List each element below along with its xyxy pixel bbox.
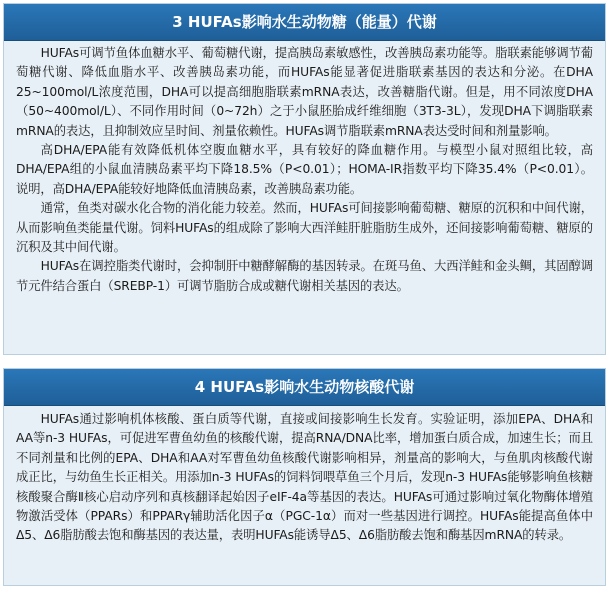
- section-3-title: 3 HUFAs影响水生动物糖（能量）代谢: [4, 4, 605, 41]
- section-3-paragraph-2: 高DHA/EPA能有效降低机体空腹血糖水平，具有较好的降血糖作用。与模型小鼠对照组比较，高DHA/EPA组的小鼠血清胰岛素平均下降18.5%（P<0.01）；HOMA-IR指数平均下降35.4%（P<0.01）。说明，高DHA/EPA能较好地降低血清胰岛素，改善胰岛素功能。: [16, 143, 593, 196]
- section-3-body: [4, 41, 605, 296]
- section-sugar-metabolism: [3, 3, 606, 355]
- section-3-paragraph-3: 通常，鱼类对碳水化合物的消化能力较差。然而，HUFAs可间接影响葡萄糖、糖原的沉积和中间代谢，从而影响鱼类能量代谢。饲料HUFAs的组成除了影响大西洋鲑肝脏脂肪生成外，还间接影响葡萄糖、糖原的沉积及其中间代谢。: [16, 201, 593, 255]
- section-3-paragraph-4: HUFAs在调控脂类代谢时，会抑制肝中糖酵解酶的基因转录。在斑马鱼、大西洋鲑和金头鲷，其固醇调节元件结合蛋白（SREBP-1）可调节脂肪合成或糖代谢相关基因的表达。: [16, 259, 593, 293]
- section-3-paragraph-1: HUFAs可调节鱼体血糖水平、葡萄糖代谢，提高胰岛素敏感性，改善胰岛素功能等。脂联素能够调节葡萄糖代谢、降低血脂水平、改善胰岛素功能，而HUFAs能显著促进脂联素基因的表达和分泌。在DHA 25~100mol/L浓度范围，DHA可以提高细胞脂联素mRNA表达，改善糖脂代谢。但是，用不同浓度DHA（50~400mol/L）、不同作用时间（0~72h）之于小鼠胚胎成纤维细胞（3T3-3L），发现DHA下调脂联素mRNA的表达，且抑制效应呈时间、剂量依赖性。HUFAs调节脂联素mRNA表达受时间和剂量影响。: [16, 46, 593, 138]
- section-nucleic-acid-metabolism: [3, 368, 606, 586]
- section-4-paragraph-1: HUFAs通过影响机体核酸、蛋白质等代谢，直接或间接影响生长发育。实验证明，添加EPA、DHA和AA等n-3 HUFAs，可促进军曹鱼幼鱼的核酸代谢，提高RNA/DNA比率，增加蛋白质合成，加速生长；而且不同剂量和比例的EPA、DHA和AA对军曹鱼幼鱼核酸代谢影响相异，剂量高的影响大，与鱼肌肉核酸代谢成正比，与幼鱼生长正相关。用添加n-3 HUFAs的饲料饲喂草鱼三个月后，发现n-3 HUFAs能够影响鱼核糖核酸聚合酶Ⅱ核心启动序列和真核翻译起始因子eIF-4a等基因的表达。HUFAs可通过影响过氧化物酶体增殖物激活受体（PPARs）和PPARγ辅助活化因子α（PGC-1α）而对一些基因进行调控。HUFAs能提高鱼体中Δ5、Δ6脂肪酸去饱和酶基因的表达量，表明HUFAs能诱导Δ5、Δ6脂肪酸去饱和酶基因mRNA的转录。: [16, 412, 593, 543]
- section-4-body: [4, 406, 605, 546]
- section-4-title: 4 HUFAs影响水生动物核酸代谢: [4, 369, 605, 406]
